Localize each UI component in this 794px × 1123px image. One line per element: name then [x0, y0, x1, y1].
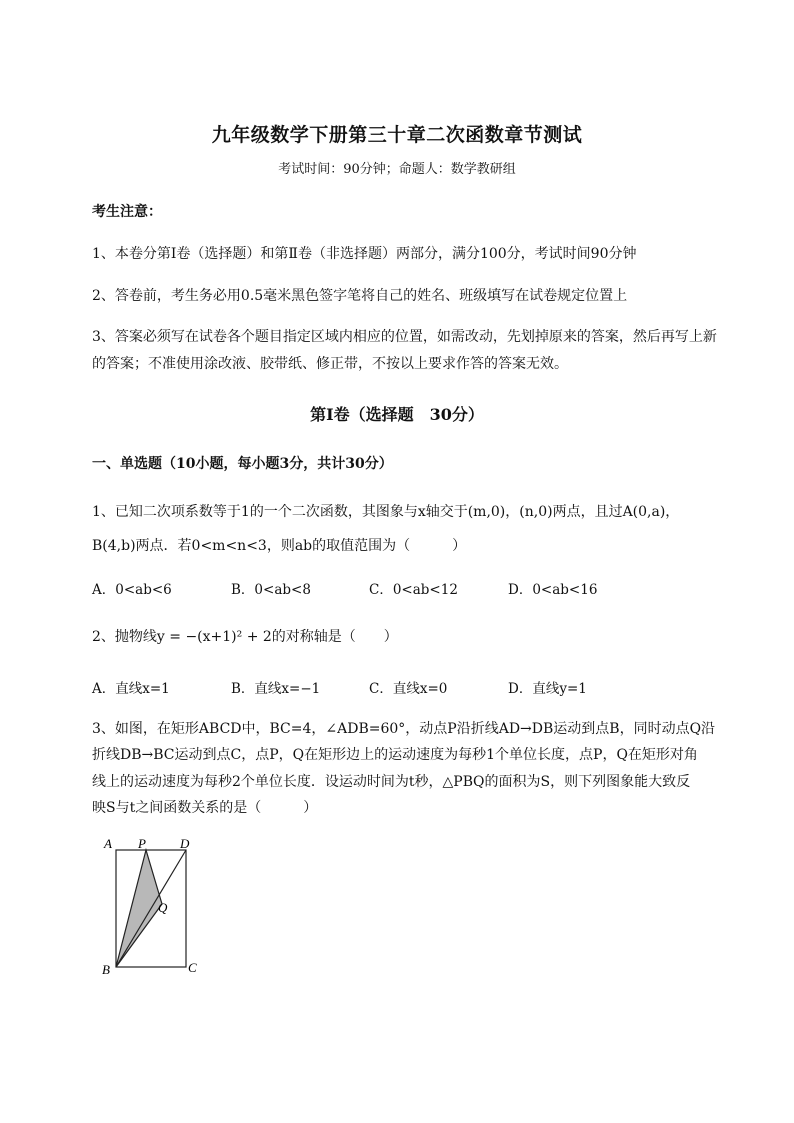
label-p: P: [138, 836, 146, 851]
page-title: 九年级数学下册第三十章二次函数章节测试: [211, 124, 583, 146]
q3-stem-line-1: 3、如图，在矩形ABCD中，BC=4，∠ADB=60°，动点P沿折线AD→DB运动到点B，同时动点Q沿: [92, 721, 716, 737]
label-a: A: [104, 836, 112, 851]
triangle-pbq-shade: [116, 850, 162, 967]
exam-info: 考试时间：90分钟；命题人：数学教研组: [278, 162, 516, 177]
label-d: D: [180, 836, 190, 851]
q1-stem-line-2: B(4,b)两点．若0<m<n<3，则ab的取值范围为（ ）: [92, 538, 467, 554]
q3-stem-line-2: 折线DB→BC运动到点C，点P，Q在矩形边上的运动速度为每秒1个单位长度，点P，Q在矩形对角: [92, 747, 698, 763]
notes-heading: 考生注意：: [92, 204, 162, 220]
rectangle-figure: [96, 832, 216, 982]
q3-stem-line-4: 映S与t之间函数关系的是（ ）: [92, 800, 318, 816]
note-2: 2、答卷前，考生务必用0.5毫米黑色签字笔将自己的姓名、班级填写在试卷规定位置上: [92, 288, 628, 304]
q2-option-a[interactable]: A．直线x=1: [92, 681, 170, 697]
note-3-line-1: 3、答案必须写在试卷各个题目指定区域内相应的位置，如需改动，先划掉原来的答案，然后再写上新: [92, 329, 717, 345]
label-q: Q: [158, 900, 168, 915]
part-heading: 一、单选题（10小题，每小题3分，共计30分）: [92, 456, 393, 472]
q1-option-b[interactable]: B．0<ab<8: [231, 582, 311, 598]
q3-stem-line-3: 线上的运动速度为每秒2个单位长度．设运动时间为t秒，△PBQ的面积为S，则下列图象能大致反: [92, 774, 691, 790]
label-b: B: [102, 962, 110, 977]
q1-option-d[interactable]: D．0<ab<16: [508, 582, 598, 598]
q2-option-d[interactable]: D．直线y=1: [508, 681, 587, 697]
note-3-line-2: 的答案；不准使用涂改液、胶带纸、修正带，不按以上要求作答的答案无效。: [92, 356, 568, 372]
q2-option-c[interactable]: C．直线x=0: [369, 681, 448, 697]
q2-stem: 2、抛物线y = −(x+1)² + 2的对称轴是（ ）: [92, 629, 398, 645]
q1-option-a[interactable]: A．0<ab<6: [92, 582, 172, 598]
section-title: 第Ⅰ卷（选择题 30分）: [310, 405, 484, 424]
q1-option-c[interactable]: C．0<ab<12: [369, 582, 458, 598]
label-c: C: [188, 960, 197, 975]
q1-stem-line-1: 1、已知二次项系数等于1的一个二次函数，其图象与x轴交于(m,0)，(n,0)两点，且过A(0,a)，: [92, 504, 680, 520]
note-1: 1、本卷分第Ⅰ卷（选择题）和第Ⅱ卷（非选择题）两部分，满分100分，考试时间90分钟: [92, 246, 637, 262]
q2-option-b[interactable]: B．直线x=−1: [231, 681, 321, 697]
